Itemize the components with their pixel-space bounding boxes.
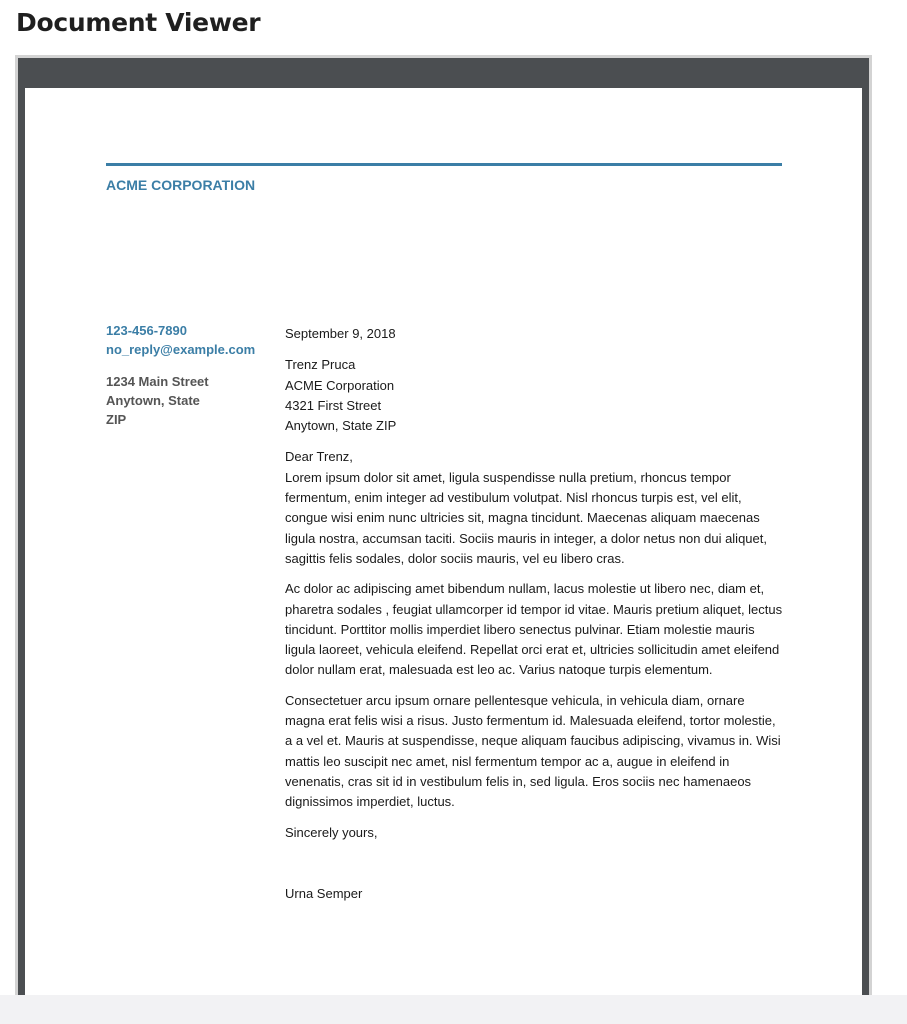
letter-paragraph: Consectetuer arcu ipsum ornare pellentesque vehicula, in vehicula diam, ornare magna erat felis wisi a risus. Justo fermentum id. Malesuada eleifend, tortor molestie, a a vel et. Mauris at suspendisse, neque aliquam faucibus adipiscing, vivamus in. Wisi mattis leo suscipit nec amet, nisl fermentum tempor ac a, augue in eleifend in venenatis, cras sit id in vestibulum felis in, sed ligula. Eros sociis nec hamenaeos dignissimos imperdiet, luctus. (285, 692, 781, 810)
viewer-toolbar (18, 58, 869, 88)
letter-signature: Urna Semper (285, 885, 363, 901)
sender-address-line: 1234 Main Street (106, 374, 209, 389)
letter-paragraph (285, 447, 785, 569)
letter-greeting: Dear Trenz, (285, 449, 353, 465)
sender-address-line: Anytown, State (106, 393, 200, 408)
sender-contact (106, 321, 276, 359)
sender-address (106, 372, 276, 429)
letter-body (285, 324, 785, 904)
recipient-line: Anytown, State ZIP (285, 418, 397, 434)
letter-paragraph: Ac dolor ac adipiscing amet bibendum nullam, lacus molestie ut libero nec, diam et, pharetra sodales , feugiat ullamcorper id tempor id vitae. Mauris pretium aliquet, lectus tincidunt. Porttitor mollis imperdiet libero senectus pulvinar. Etiam molestie mauris ligula laoreet, vehicula eleifend. Repellat orci erat et, ultricies sollicitudin amet eleifend dolor nullam erat, malesuada est leo ac. Varius natoque turpis elementum. (285, 581, 783, 678)
header-rule (106, 163, 782, 166)
sender-address-line: ZIP (106, 412, 127, 427)
recipient-line: Trenz Pruca (285, 357, 356, 373)
letter-date: September 9, 2018 (285, 326, 396, 341)
page-title: Document Viewer (16, 8, 261, 37)
sender-phone: 123-456-7890 (106, 323, 187, 338)
sender-email: no_reply@example.com (106, 342, 256, 357)
sender-info (106, 321, 276, 429)
recipient-line: 4321 First Street (285, 397, 382, 413)
letter-paragraph-text: Lorem ipsum dolor sit amet, ligula suspendisse nulla pretium, rhoncus tempor fermentum, enim integer ad vestibulum volutpat. Nisl rhoncus turpis est, vel elit, congue wisi enim nunc ultricies sit, magna tincidunt. Maecenas aliquam maecenas ligula nostra, accumsan taciti. Sociis mauris in integer, a dolor netus non dui aliquet, sagittis felis sodales, dolor sociis mauris, vel eu libero cras. (285, 469, 767, 566)
recipient-address (285, 355, 785, 436)
document-viewer[interactable] (18, 58, 869, 995)
recipient-line: ACME Corporation (285, 377, 395, 393)
company-name: ACME CORPORATION (106, 177, 256, 193)
document-page[interactable] (25, 88, 862, 995)
document-viewer-frame (15, 55, 872, 995)
footer-strip (0, 995, 907, 1024)
letter-closing: Sincerely yours, (285, 824, 378, 840)
